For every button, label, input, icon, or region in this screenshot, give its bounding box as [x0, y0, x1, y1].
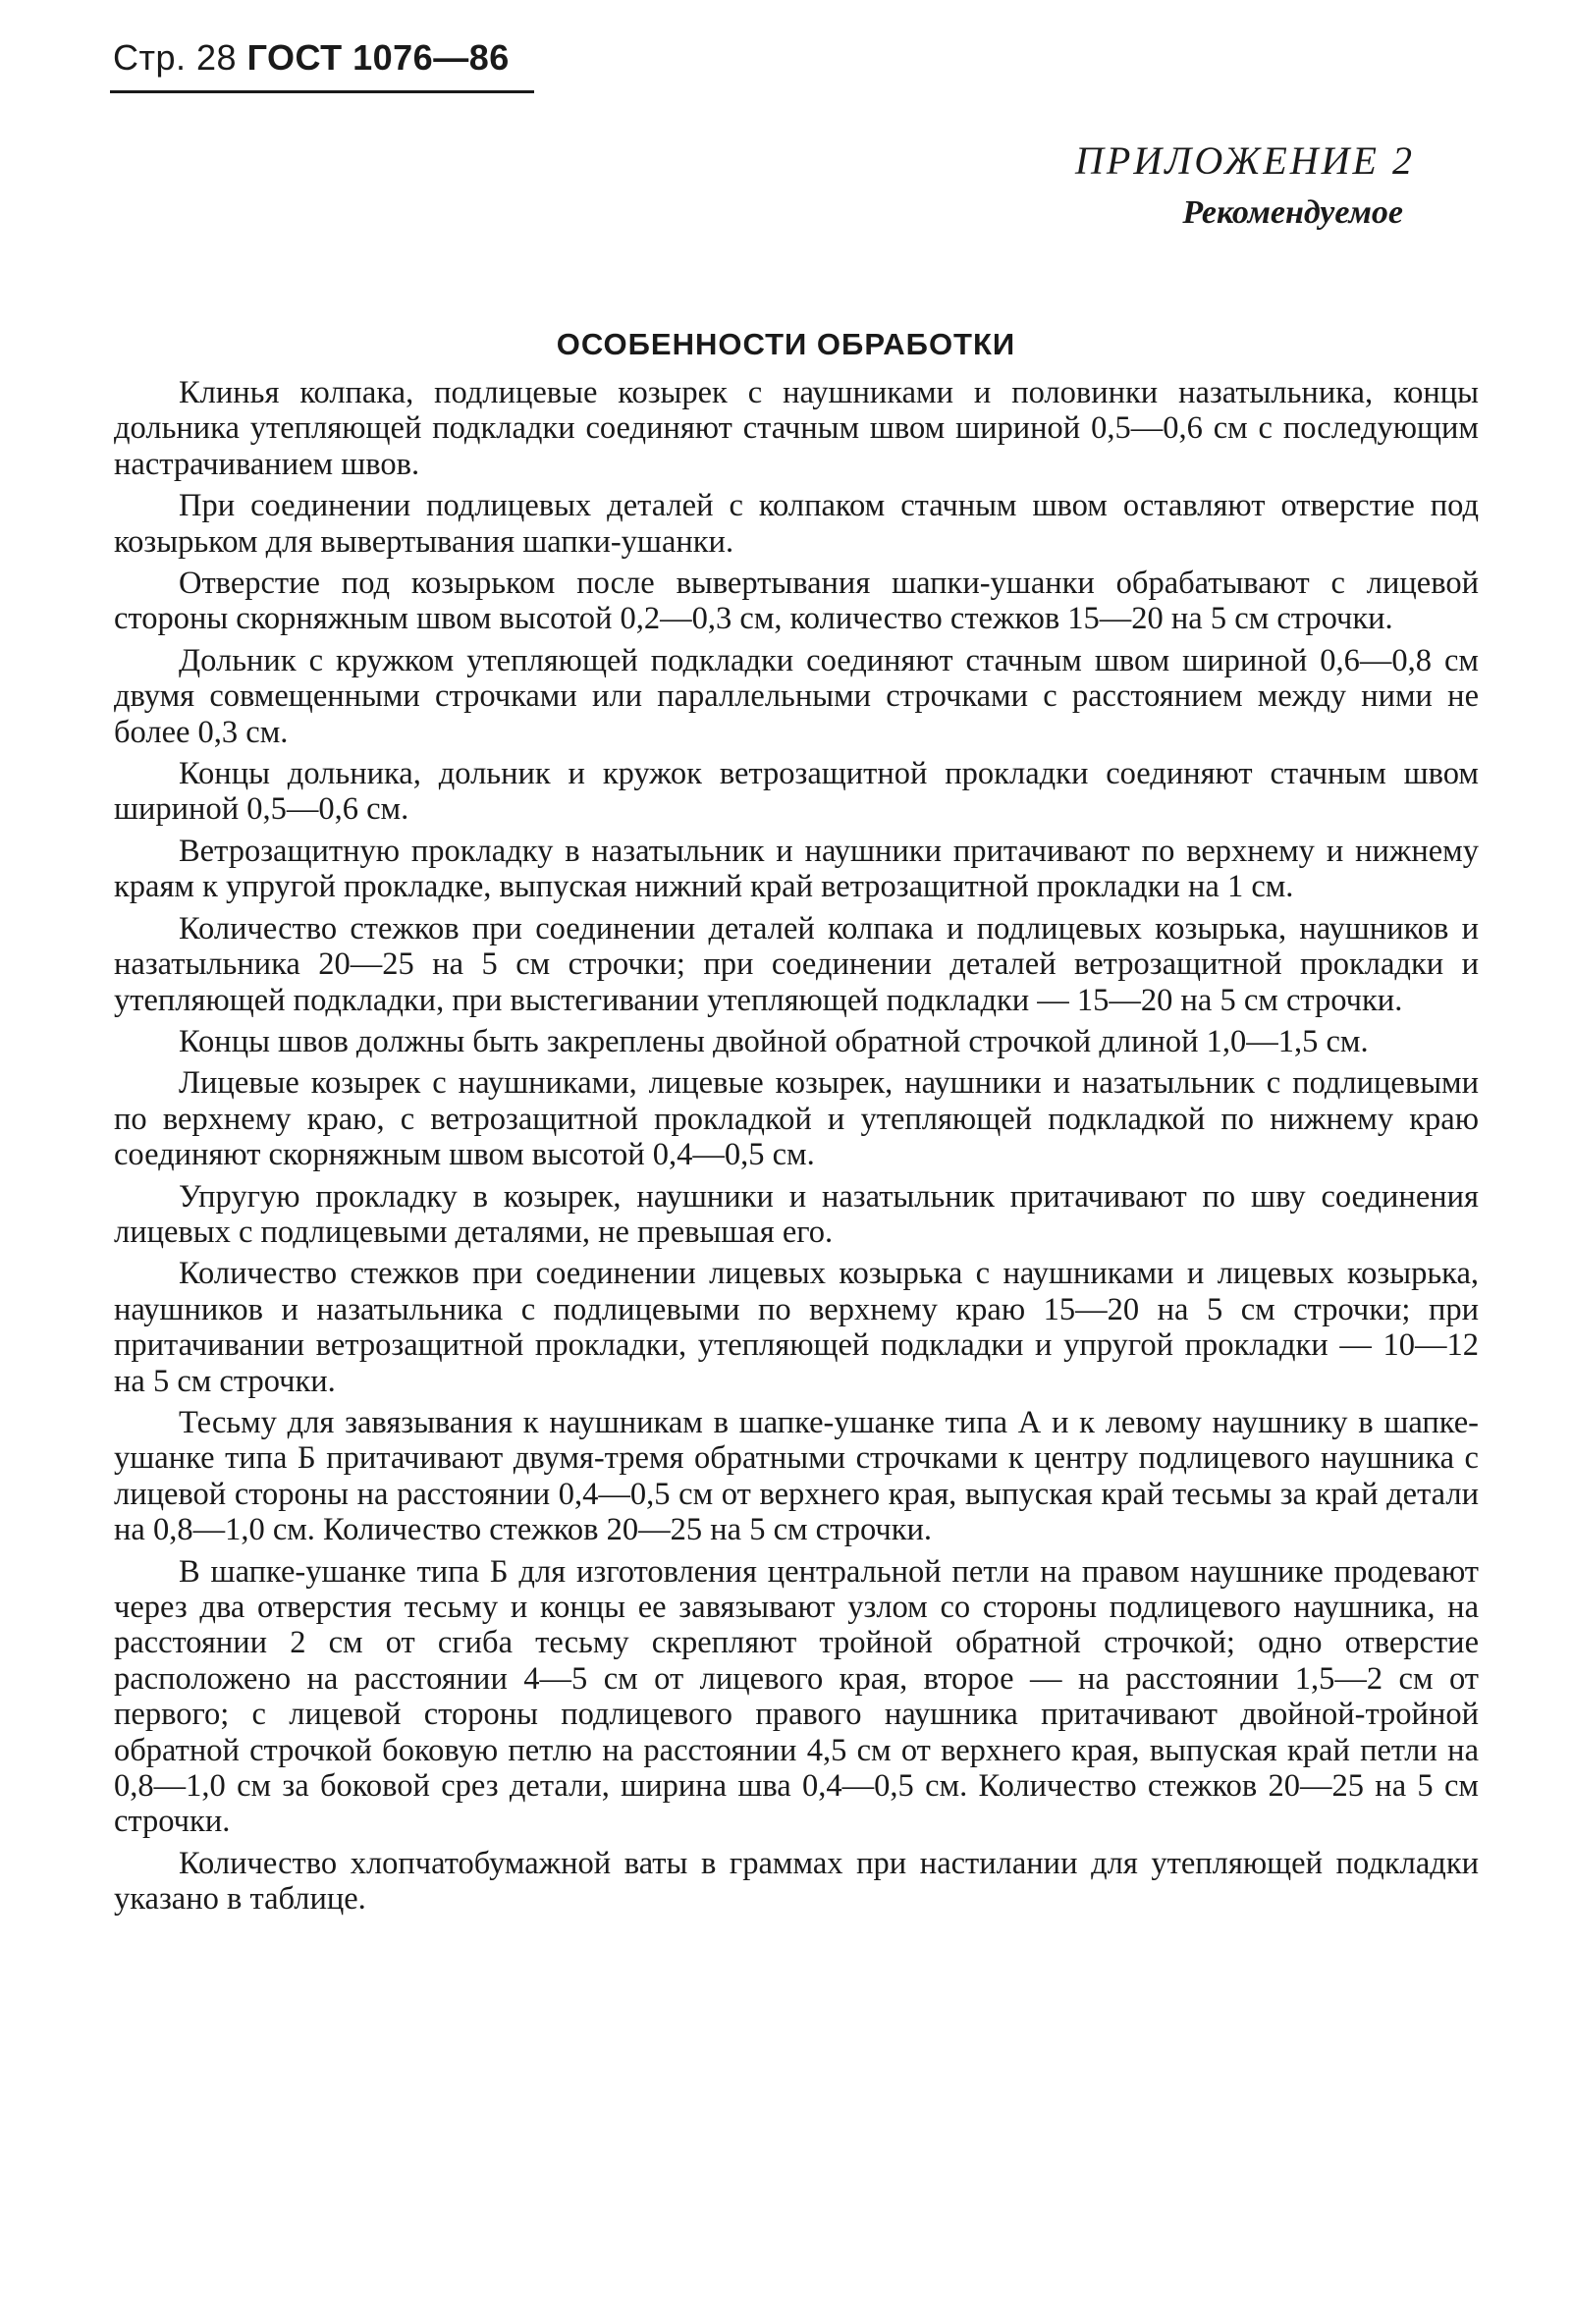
section-title: ОСОБЕННОСТИ ОБРАБОТКИ [556, 327, 1016, 361]
appendix-status: Рекомендуемое [1182, 194, 1403, 231]
paragraph: Отверстие под козырьком после вывертывания шапки-ушанки обрабатывают с лицевой стороны скорняжным швом высотой 0,2—0,3 см, количество стежков 15—20 на 5 см строчки. [114, 566, 1479, 637]
page-header [113, 37, 510, 79]
appendix-title: ПРИЛОЖЕНИЕ 2 [1075, 138, 1415, 183]
paragraph: Лицевые козырек с наушниками, лицевые козырек, наушники и назатыльник с подлицевыми по верхнему краю, с ветрозащитной прокладкой и утепляющей подкладкой по нижнему краю соединяют скорняжным швом высотой 0,4—0,5 см. [114, 1065, 1479, 1173]
paragraph: Концы швов должны быть закреплены двойной обратной строчкой длиной 1,0—1,5 см. [179, 1023, 1369, 1059]
paragraph: Клинья колпака, подлицевые козырек с наушниками и половинки назатыльника, концы дольника утепляющей подкладки соединяют стачным швом шириной 0,5—0,6 см с последующим настрачиванием швов. [114, 375, 1479, 482]
paragraph: Упругую прокладку в козырек, наушники и назатыльник притачивают по шву соединения лицевых с подлицевыми деталями, не превышая его. [114, 1178, 1479, 1250]
page-number: Стр. 28 [113, 37, 238, 78]
body-text [114, 375, 1479, 1923]
paragraph: При соединении подлицевых деталей с колпаком стачным швом оставляют отверстие под козырьком для вывертывания шапки-ушанки. [114, 488, 1479, 560]
paragraph: Концы дольника, дольник и кружок ветрозащитной прокладки соединяют стачным швом шириной 0,5—0,6 см. [114, 756, 1479, 828]
header-divider [110, 90, 534, 93]
paragraph: Тесьму для завязывания к наушникам в шапке-ушанке типа А и к левому наушнику в шапке-ушанке типа Б притачивают двумя-тремя обратными строчками к центру подлицевого наушника с лицевой стороны на расстоянии 0,4—0,5 см от верхнего края, выпуская край тесьмы за край детали на 0,8—1,0 см. Количество стежков 20—25 на 5 см строчки. [114, 1404, 1479, 1548]
paragraph: Ветрозащитную прокладку в назатыльник и наушники притачивают по верхнему и нижнему краям к упругой прокладке, выпуская нижний край ветрозащитной прокладки на 1 см. [114, 833, 1479, 905]
paragraph: Количество стежков при соединении деталей колпака и подлицевых козырька, наушников и назатыльника 20—25 на 5 см строчки; при соединении деталей ветрозащитной прокладки и утепляющей подкладки, при выстегивании утепляющей подкладки — 15—20 на 5 см строчки. [114, 910, 1479, 1018]
standard-number: ГОСТ 1076—86 [246, 37, 510, 78]
paragraph: Дольник с кружком утепляющей подкладки соединяют стачным швом шириной 0,6—0,8 см двумя совмещенными строчками или параллельными строчками с расстоянием между ними не более 0,3 см. [114, 642, 1479, 750]
paragraph: Количество хлопчатобумажной ваты в граммах при настилании для утепляющей подкладки указано в таблице. [114, 1845, 1479, 1918]
paragraph: Количество стежков при соединении лицевых козырька с наушниками и лицевых козырька, наушников и назатыльника с подлицевыми по верхнему краю 15—20 на 5 см строчки; при притачивании ветрозащитной прокладки, утепляющей подкладки и упругой прокладки — 10—12 на 5 см строчки. [114, 1256, 1479, 1399]
paragraph: В шапке-ушанке типа Б для изготовления центральной петли на правом наушнике продевают через два отверстия тесьму и концы ее завязывают узлом со стороны подлицевого наушника, на расстоянии 2 см от сгиба тесьму скрепляют тройной обратной строчкой; одно отверстие расположено на расстоянии 4—5 см от лицевого края, второе — на расстоянии 1,5—2 см от первого; с лицевой стороны подлицевого правого наушника притачивают двойной-тройной обратной строчкой боковую петлю на расстоянии 4,5 см от верхнего края, выпуская край петли на 0,8—1,0 см за боковой срез детали, ширина шва 0,4—0,5 см. Количество стежков 20—25 на 5 см строчки. [114, 1553, 1479, 1840]
